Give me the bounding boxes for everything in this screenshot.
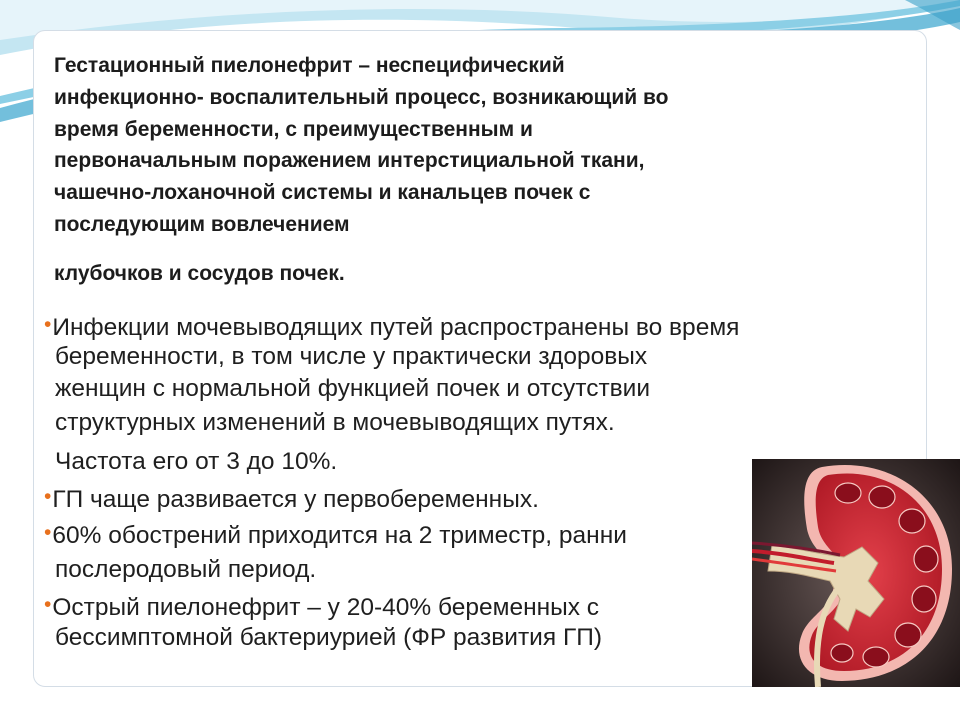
bullet-line: Острый пиелонефрит – у 20-40% беременных с: [52, 594, 600, 621]
bullet-line: Частота его от 3 до 10%.: [55, 448, 338, 475]
bullet-item: [44, 517, 627, 553]
bullet-item: [44, 589, 599, 625]
definition-paragraph: [54, 50, 854, 241]
definition-line: время беременности, с преимущественным и: [54, 117, 533, 141]
bullet-line: Инфекции мочевыводящих путей распространены во время: [52, 314, 740, 341]
definition-line: последующим вовлечением: [54, 212, 350, 236]
definition-line: первоначальным поражением интерстициальной ткани,: [54, 149, 645, 173]
bullet-line: структурных изменений в мочевыводящих путях.: [55, 409, 615, 436]
definition-line: Гестационный пиелонефрит – неспецифический: [54, 54, 565, 77]
definition-line: инфекционно- воспалительный процесс, возникающий во: [54, 85, 669, 109]
definition-ending: клубочков и сосудов почек.: [54, 262, 345, 285]
bullet-dot: •: [44, 593, 52, 616]
bullet-line: 60% обострений приходится на 2 триместр, ранни: [52, 522, 627, 549]
bullet-line: бессимптомной бактериурией (ФР развития ГП): [55, 624, 602, 651]
bullet-dot: •: [44, 485, 52, 508]
bullet-line: женщин с нормальной функцией почек и отсутствии: [55, 375, 651, 402]
kidney-illustration-icon: [752, 459, 960, 687]
bullet-line: ГП чаще развивается у первобеременных.: [52, 486, 539, 513]
definition-line: чашечно-лоханочной системы и канальцев почек с: [54, 181, 591, 205]
bullet-line: послеродовый период.: [55, 556, 317, 583]
bullet-dot: •: [44, 313, 52, 336]
bullet-line: беременности, в том числе у практически здоровых: [55, 343, 648, 370]
bullet-dot: •: [44, 521, 52, 544]
bullet-item: [44, 481, 539, 517]
bullet-item: [44, 309, 739, 345]
